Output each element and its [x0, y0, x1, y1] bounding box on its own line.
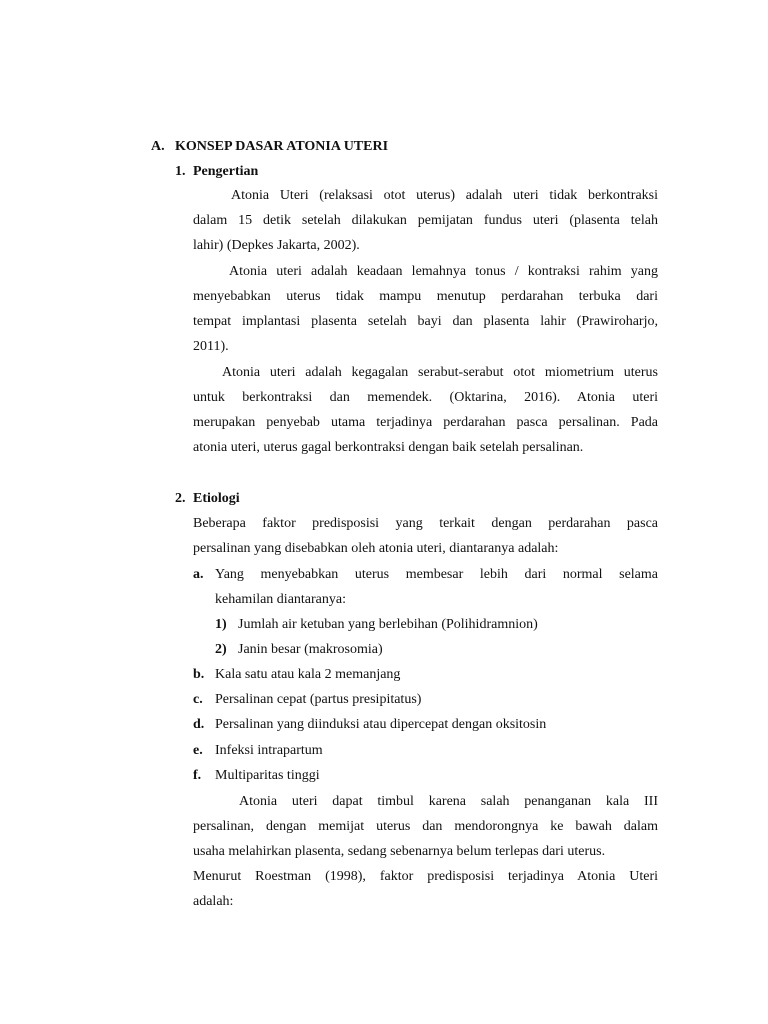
- paragraph-line: 2011).: [193, 339, 229, 354]
- paragraph-line: Atonia uteri adalah keadaan lemahnya tonus / kontraksi rahim yang: [229, 264, 658, 279]
- paragraph-line: tempat implantasi plasenta setelah bayi dan plasenta lahir (Prawiroharjo,: [193, 314, 658, 329]
- paragraph-line: Atonia Uteri (relaksasi otot uterus) adalah uteri tidak berkontraksi: [231, 188, 658, 203]
- paragraph-line: Menurut Roestman (1998), faktor predisposisi terjadinya Atonia Uteri: [193, 869, 658, 884]
- paragraph-line: adalah:: [193, 894, 234, 909]
- sublist-item: Janin besar (makrosomia): [238, 642, 383, 657]
- paragraph-line: dalam 15 detik setelah dilakukan pemijatan fundus uteri (plasenta telah: [193, 213, 658, 228]
- list-marker: c.: [193, 692, 203, 707]
- list-marker: e.: [193, 743, 203, 758]
- list-item: Kala satu atau kala 2 memanjang: [215, 667, 401, 682]
- section-marker: A.: [151, 139, 165, 154]
- list-item: Multiparitas tinggi: [215, 768, 320, 783]
- paragraph-line: merupakan penyebab utama terjadinya perdarahan pasca persalinan. Pada: [193, 415, 658, 430]
- sublist-marker: 2): [215, 642, 227, 657]
- list-item: Persalinan yang diinduksi atau dipercepat dengan oksitosin: [215, 717, 547, 732]
- list-marker: d.: [193, 717, 205, 732]
- paragraph-line: Atonia uteri adalah kegagalan serabut-serabut otot miometrium uterus: [222, 365, 658, 380]
- paragraph-line: atonia uteri, uterus gagal berkontraksi dengan baik setelah persalinan.: [193, 440, 584, 455]
- list-marker: b.: [193, 667, 205, 682]
- list-item: Yang menyebabkan uterus membesar lebih dari normal selama: [215, 567, 658, 582]
- list-item: Persalinan cepat (partus presipitatus): [215, 692, 422, 707]
- subsection-1-number: 1.: [175, 164, 186, 179]
- paragraph-line: menyebabkan uterus tidak mampu menutup perdarahan terbuka dari: [193, 289, 658, 304]
- section-title: KONSEP DASAR ATONIA UTERI: [175, 139, 389, 154]
- list-item-continuation: kehamilan diantaranya:: [215, 592, 346, 607]
- paragraph-line: Beberapa faktor predisposisi yang terkait dengan perdarahan pasca: [193, 516, 658, 531]
- subsection-2-number: 2.: [175, 491, 186, 506]
- sublist-item: Jumlah air ketuban yang berlebihan (Polihidramnion): [238, 617, 538, 632]
- paragraph-line: Atonia uteri dapat timbul karena salah penanganan kala III: [239, 794, 658, 809]
- list-item: Infeksi intrapartum: [215, 743, 323, 758]
- paragraph-line: persalinan, dengan memijat uterus dan mendorongnya ke bawah dalam: [193, 819, 658, 834]
- paragraph-line: persalinan yang disebabkan oleh atonia uteri, diantaranya adalah:: [193, 541, 559, 556]
- subsection-2-title: Etiologi: [193, 491, 240, 506]
- sublist-marker: 1): [215, 617, 227, 632]
- paragraph-line: lahir) (Depkes Jakarta, 2002).: [193, 238, 360, 253]
- subsection-1-title: Pengertian: [193, 164, 259, 179]
- paragraph-line: usaha melahirkan plasenta, sedang sebenarnya belum terlepas dari uterus.: [193, 844, 606, 859]
- paragraph-line: untuk berkontraksi dan memendek. (Oktarina, 2016). Atonia uteri: [193, 390, 658, 405]
- list-marker: f.: [193, 768, 202, 783]
- list-marker: a.: [193, 567, 204, 582]
